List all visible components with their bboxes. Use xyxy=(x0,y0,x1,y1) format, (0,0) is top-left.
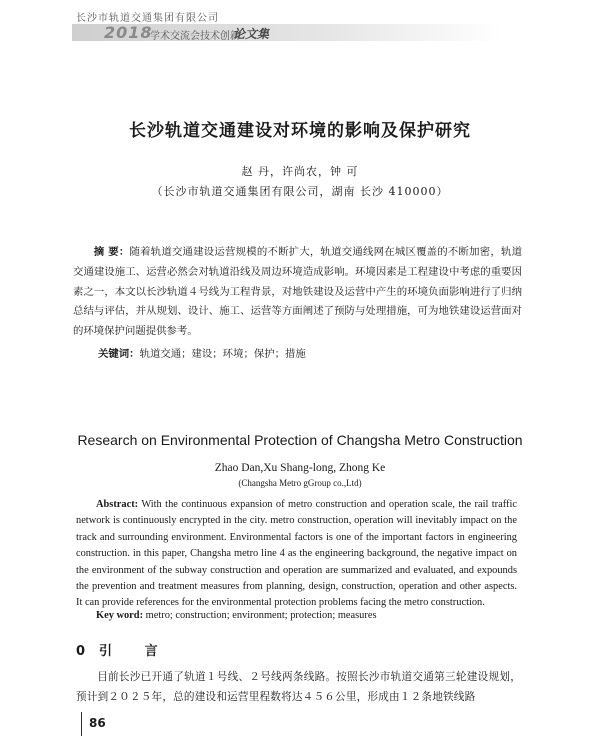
section-heading xyxy=(76,640,172,659)
authors: 赵 丹，许尚农，钟 可 xyxy=(241,165,359,178)
chinese-keywords xyxy=(98,345,306,360)
english-abstract xyxy=(76,497,517,612)
english-title: Research on Environmental Protection of Changsha Metro Construction xyxy=(77,432,523,448)
page-number: 86 xyxy=(89,716,106,730)
affiliation: （长沙市轨道交通集团有限公司，湖南 长沙 410000） xyxy=(151,185,449,198)
english-abstract-text: With the continuous expansion of metro construction and operation scale, the rail traffic network is continuously encrypted in the city. metro construction, operation will inevitably impact on the track and surrounding environment. Environmental factors is one of the important factors in engineering construction. in this paper, Changsha metro line 4 as the engineering background, the negative impact on the environment of the subway construction and operation are summarized and evaluated, and expounds the prevention and treatment measures from planning, design, construction, operation and other aspects. It can provide references for the environmental protection problems facing the metro construction. xyxy=(76,499,517,609)
header-organization: 长沙市轨道交通集团有限公司 xyxy=(76,13,219,24)
chinese-keywords-label: 关键词： xyxy=(98,348,140,360)
page-number-divider xyxy=(81,712,82,736)
header-collection: 论文集 xyxy=(233,27,270,41)
english-keywords xyxy=(96,610,377,621)
english-abstract-label: Abstract: xyxy=(96,499,139,510)
english-keywords-label: Key word: xyxy=(96,610,144,621)
section-number: 0 xyxy=(76,644,86,659)
chinese-abstract-text: 随着轨道交通建设运营规模的不断扩大，轨道交通线网在城区覆盖的不断加密，轨道交通建设施工、运营必然会对轨道沿线及周边环境造成影响。环境因素是工程建设中考虑的重要因素之一，本文以长沙轨道４号线为工程背景，对地铁建设及运营中产生的环境负面影响进行了归纳总结与评估，并从规划、设计、施工、运营等方面阐述了预防与处理措施，可为地铁建设运营面对的环境保护问题提供参考。 xyxy=(73,246,522,338)
chinese-keywords-text: 轨道交通；建设；环境；保护；措施 xyxy=(139,348,306,360)
header-year: 2018 xyxy=(104,23,153,42)
chinese-abstract-label: 摘 要： xyxy=(93,246,130,258)
english-keywords-text: metro; construction; environment; protection; measures xyxy=(145,610,377,621)
header-subtitle: 学术交流会技术创新 xyxy=(150,31,240,42)
section-title: 引 言 xyxy=(99,644,172,659)
english-affiliation: (Changsha Metro gGroup co.,Ltd) xyxy=(238,478,362,488)
paper-title: 长沙轨道交通建设对环境的影响及保护研究 xyxy=(129,121,471,141)
body-paragraph: 目前长沙已开通了轨道１号线、２号线两条线路。按照长沙市轨道交通第三轮建设规划，预计到２０２５年，总的建设和运营里程数将达４５６公里，形成由１２条地铁线路 xyxy=(76,671,521,703)
chinese-abstract xyxy=(73,243,522,342)
english-authors: Zhao Dan,Xu Shang-long, Zhong Ke xyxy=(214,462,386,474)
